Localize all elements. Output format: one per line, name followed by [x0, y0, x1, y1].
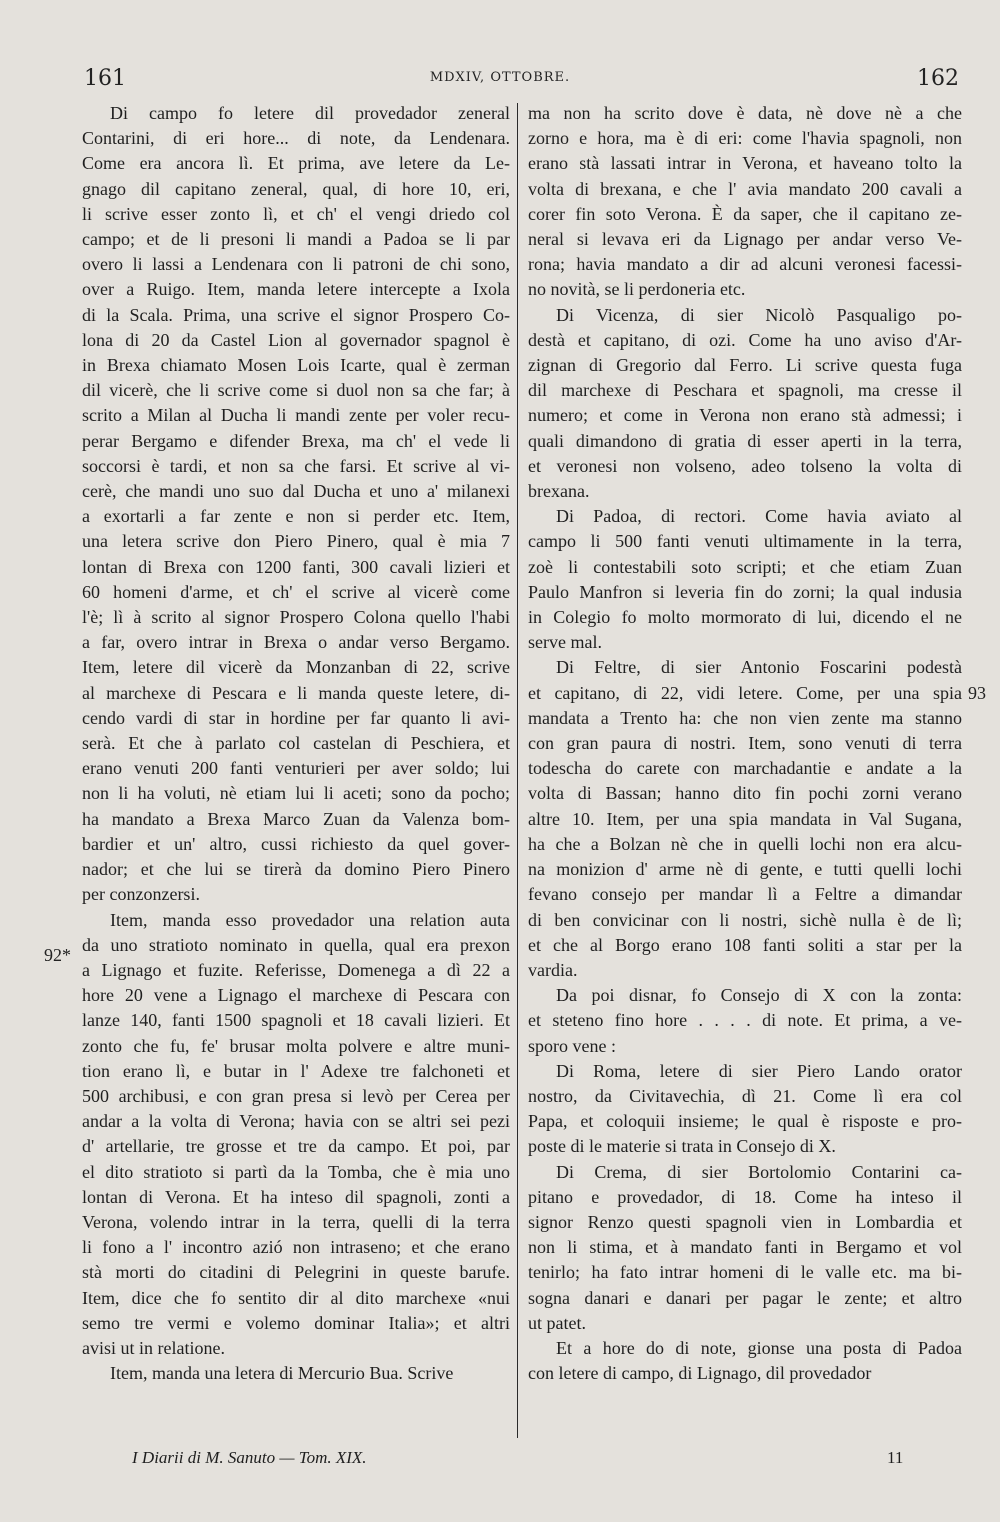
text-line: [528, 202, 962, 227]
text-line: [528, 1311, 962, 1336]
text-line: [82, 529, 510, 554]
text-line: [528, 1109, 962, 1134]
text-line-content: 500 archibusi, e con gran presa si levò per Cerea per: [82, 1085, 510, 1106]
text-line-content: da uno stratioto nominato in quella, qual era prexon: [82, 934, 510, 955]
text-line: [82, 933, 510, 958]
text-line-content: et steteno fino hore . . . . di note. Et prima, a ve-: [528, 1010, 962, 1031]
text-line-content: et che al Borgo erano 108 fanti soliti a star per la: [528, 934, 962, 955]
text-line-content: lontan di Verona. Et ha inteso dil spagnoli, zonti a: [82, 1186, 510, 1207]
text-line: [82, 1034, 510, 1059]
text-line: [528, 882, 962, 907]
text-line-content: volta di brexana, e che l' avia mandato 200 cavali a: [528, 178, 962, 199]
text-line-content: campo; et de li presoni li mandi a Padoa se li par: [82, 229, 510, 250]
footer-signature: 11: [887, 1448, 904, 1467]
text-line-content: dil vicerè, che li scrive come si duol non sa che far; à: [82, 380, 510, 401]
text-line-content: lontan di Brexa con 1200 fanti, 300 cavali lizieri et: [82, 556, 510, 577]
text-line-content: ut patet.: [528, 1312, 586, 1333]
text-line-content: Item, manda esso provedador una relation auta: [110, 909, 510, 930]
text-line-content: no novità, se li perdoneria etc.: [528, 279, 746, 300]
text-line: [528, 529, 962, 554]
text-line: [528, 630, 962, 655]
text-line-content: Verona, volendo intrar in la terra, quelli di la terra: [82, 1211, 510, 1232]
text-line-content: poste di le materie si trata in Consejo di X.: [528, 1136, 836, 1157]
text-line: [82, 882, 510, 907]
text-line-content: d' artellarie, tre grosse et tre da campo. Et poi, par: [82, 1136, 510, 1157]
text-line-content: numero; et come in Verona non erano stà admessi; i: [528, 405, 962, 426]
text-line-content: corer fin soto Verona. È da saper, che il capitano ze-: [528, 203, 962, 224]
text-line: [82, 832, 510, 857]
text-line-content: Di campo fo letere dil provedador zeneral: [110, 103, 510, 123]
text-line-content: 60 homeni d'arme, et ch' el scrive al vicerè come: [82, 581, 510, 602]
text-line-content: quali dimandono di gratia di esser aperti in la terra,: [528, 430, 962, 451]
text-line-content: mandata a Trento ha: che non vien zente ma stanno: [528, 707, 962, 728]
text-line-content: pitano e provedador, di 18. Come ha inteso il: [528, 1186, 962, 1207]
text-line: [528, 958, 962, 983]
text-line: [528, 1210, 962, 1235]
text-line: [82, 958, 510, 983]
text-line-content: a exortarli a far zente e non si perder etc. Item,: [82, 506, 510, 527]
text-line: [82, 429, 510, 454]
text-line: [528, 277, 962, 302]
text-line-content: li scrive esser zonto lì, et ch' el vengi driedo col: [82, 203, 510, 224]
text-line: [528, 252, 962, 277]
text-line: [82, 1109, 510, 1134]
text-line: [528, 983, 962, 1008]
text-line: [82, 1160, 510, 1185]
text-line-content: erano venuti 200 fanti venturieri per aver soldo; lui: [82, 758, 510, 779]
text-line: [82, 101, 510, 126]
text-line-content: todescha do carete con marchadantie e andate a la: [528, 758, 962, 779]
text-line: [528, 328, 962, 353]
text-line: [528, 832, 962, 857]
text-line: [528, 429, 962, 454]
text-line-content: per conzonzersi.: [82, 884, 200, 905]
text-line-content: zonto che fu, fe' brusar molta polvere e altre muni-: [82, 1035, 510, 1056]
text-line-content: nador; et che lui se tirerà da domino Piero Pinero: [82, 859, 510, 880]
text-line-content: lanze 140, fanti 1500 spagnoli et 18 cavali lizieri. Et: [82, 1010, 510, 1031]
text-line-content: a Lignago et fuzite. Referisse, Domenega a dì 22 a: [82, 959, 510, 980]
text-line-content: Item, letere dil vicerè da Monzanban di 22, scrive: [82, 657, 510, 678]
text-line-content: serve mal.: [528, 632, 602, 653]
text-line-content: non li ha voluti, nè etiam lui li aceti; sono da pocho;: [82, 783, 510, 804]
text-line: [528, 731, 962, 756]
text-line: [82, 555, 510, 580]
text-line: [528, 1084, 962, 1109]
text-line: [528, 1034, 962, 1059]
text-line: [528, 1160, 962, 1185]
text-line: [528, 1361, 962, 1386]
text-line-content: stà morti do citadini di Pelegrini in queste barufe.: [82, 1262, 510, 1283]
text-line: [528, 1185, 962, 1210]
text-line: [82, 681, 510, 706]
text-line: [528, 101, 962, 126]
text-line: [82, 1286, 510, 1311]
text-line-content: con letere di campo, di Lignago, dil provedador: [528, 1363, 872, 1384]
text-line-content: na monizion d' arme nè di gente, e tutti quelli lochi: [528, 859, 962, 880]
text-line-content: Da poi disnar, fo Consejo di X con la zonta:: [556, 985, 962, 1006]
text-line-content: campo li 500 fanti venuti ultimamente in la terra,: [528, 531, 962, 552]
text-line-content: tenirlo; ha fato intrar homeni di le valle etc. ma bi-: [528, 1262, 962, 1283]
text-line-content: l'è; lì à scrito al signor Prospero Colona quello l'habi: [82, 607, 510, 628]
text-line: [528, 1286, 962, 1311]
text-line: [82, 1059, 510, 1084]
page-number-right: 162: [917, 66, 959, 91]
text-line-content: overo li lassi a Lendenara con li patroni de chi sono,: [82, 254, 510, 275]
text-line: [528, 781, 962, 806]
text-line: [528, 454, 962, 479]
text-line: [82, 403, 510, 428]
text-line: [82, 1185, 510, 1210]
text-line-content: non li stima, et à mandato fanti in Bergamo et vol: [528, 1237, 962, 1258]
text-line: [528, 126, 962, 151]
text-line-content: neral si levava eri da Lignago per andar verso Ve-: [528, 229, 962, 250]
text-line: [82, 378, 510, 403]
text-line-content: rona; havia mandato a dir ad alcuni veronesi facessi-: [528, 254, 962, 275]
text-line: [82, 983, 510, 1008]
text-line-content: Di Padoa, di rectori. Come havia aviato al: [556, 506, 962, 527]
text-line-content: Papa, et coloquii insieme; le qual è risposte e pro-: [528, 1111, 962, 1132]
page-number-left: 161: [84, 66, 126, 91]
text-line-content: con gran paura di nostri. Item, sono venuti di terra: [528, 733, 962, 754]
text-line: [528, 681, 962, 706]
text-line-content: et capitano, di 22, vidi letere. Come, per una spia: [528, 682, 962, 703]
text-line: [82, 1235, 510, 1260]
text-line: [82, 1311, 510, 1336]
text-line: [528, 504, 962, 529]
text-line-content: sporo vene :: [528, 1035, 616, 1056]
text-line-content: vardia.: [528, 959, 578, 980]
text-line: [528, 303, 962, 328]
text-line-content: el dito stratioto si partì da la Tomba, che è mia uno: [82, 1161, 510, 1182]
text-line: [528, 555, 962, 580]
text-line: [528, 756, 962, 781]
text-line-content: tion erano lì, e butar in l' Adexe tre falchoneti et: [82, 1060, 510, 1081]
text-line-content: soccorsi è tardi, et non sa che farsi. Et scrive al vi-: [82, 455, 510, 476]
text-line: [82, 202, 510, 227]
text-line-content: destà et capitano, di ozi. Come ha uno aviso d'Ar-: [528, 329, 962, 350]
text-line: [82, 1210, 510, 1235]
text-line: [528, 807, 962, 832]
text-line-content: Di Roma, letere di sier Piero Lando orator: [556, 1060, 962, 1081]
text-line: [82, 126, 510, 151]
text-line: [82, 303, 510, 328]
text-line: [82, 252, 510, 277]
text-line-content: volta di Bassan; hanno dito fin pochi zorni verano: [528, 783, 962, 804]
text-line-content: nostro, da Civitavechia, dì 21. Come lì era col: [528, 1085, 962, 1106]
text-line-content: Come era ancora lì. Et prima, ave letere da Le-: [82, 153, 510, 174]
text-line: [82, 1008, 510, 1033]
text-line: [82, 227, 510, 252]
text-line-content: di ben convicinar con li nostri, sichè nulla è de lì;: [528, 909, 962, 930]
footer-citation: I Diarii di M. Sanuto — Tom. XIX.: [132, 1448, 367, 1467]
text-line: [528, 933, 962, 958]
text-line: [82, 454, 510, 479]
left-column: [82, 101, 510, 1436]
text-line-content: fevano consejo per mandar lì a Feltre a dimandar: [528, 884, 962, 905]
text-line: [82, 328, 510, 353]
text-line: [528, 479, 962, 504]
text-line-content: zorno e hora, ma è di eri: come l'havia spagnoli, non: [528, 128, 962, 149]
text-line-content: zoè li contestabili soto scripti; et che etiam Zuan: [528, 556, 962, 577]
text-line: [82, 277, 510, 302]
text-line-content: una letera scrive don Piero Pinero, qual è mia 7: [82, 531, 510, 552]
text-line-content: sogna danari e danari per pagar le zente; et altro: [528, 1287, 962, 1308]
text-line-content: Et a hore do di note, gionse una posta di Padoa: [556, 1337, 962, 1358]
text-line-content: hore 20 vene a Lignago el marchexe di Pescara con: [82, 985, 510, 1006]
text-line: [82, 857, 510, 882]
text-line-content: dil marchexe di Peschara et spagnoli, ma cresse il: [528, 380, 962, 401]
text-line-content: a far, overo intrar in Brexa o andar verso Bergamo.: [82, 632, 510, 653]
text-line-content: brexana.: [528, 481, 590, 502]
text-line: [82, 908, 510, 933]
margin-number-left: 92*: [44, 945, 71, 965]
text-line: [528, 857, 962, 882]
text-line: [528, 908, 962, 933]
text-line-content: in Brexa chiamato Mosen Lois Icarte, qual è zerman: [82, 355, 510, 376]
text-line: [528, 378, 962, 403]
text-line-content: ha che a Bolzan nè che in quelli lochi non era alcu-: [528, 833, 962, 854]
text-line-content: al marchexe di Pescara e li manda queste letere, di-: [82, 682, 510, 703]
text-line-content: semo tre vermi e volemo dominar Italia»; et altri: [82, 1312, 510, 1333]
text-line-content: in Colegio fo molto mormorato di lui, dicendo el ne: [528, 607, 962, 628]
text-line: [528, 177, 962, 202]
text-line-content: ha mandato a Brexa Marco Zuan da Valenza bom-: [82, 808, 510, 829]
text-line: [528, 227, 962, 252]
text-line-content: bardier et un' altro, cussi richiesto da quel gover-: [82, 833, 510, 854]
text-line: [82, 504, 510, 529]
text-line-content: signor Renzo questi spagnoli vien in Lombardia et: [528, 1211, 962, 1232]
text-line: [528, 1134, 962, 1159]
text-line-content: cendo vardi di star in hordine per far quanto li avi-: [82, 707, 510, 728]
text-line: [82, 706, 510, 731]
text-line: [82, 807, 510, 832]
text-line-content: di la Scala. Prima, una scrive el signor Prospero Co-: [82, 304, 510, 325]
text-line-content: andar a la volta di Verona; havia con se altri sei pezi: [82, 1111, 510, 1132]
text-line-content: serà. Et che à parlato col castelan di Peschiera, et: [82, 733, 510, 754]
text-line-content: Di Crema, di sier Bortolomio Contarini ca-: [556, 1161, 962, 1182]
text-line: [528, 706, 962, 731]
text-line-content: perar Bergamo e difender Brexa, ma ch' el vede li: [82, 430, 510, 451]
text-line: [82, 756, 510, 781]
text-line: [528, 353, 962, 378]
text-line-content: cerè, che mandi uno suo dal Ducha et uno a' milanexi: [82, 481, 510, 502]
text-line: [82, 479, 510, 504]
text-line: [528, 655, 962, 680]
text-line: [82, 1260, 510, 1285]
text-line: [528, 1008, 962, 1033]
text-line: [82, 1084, 510, 1109]
column-divider: [517, 103, 518, 1438]
text-line: [528, 1260, 962, 1285]
text-line: [528, 1059, 962, 1084]
text-line-content: avisi ut in relatione.: [82, 1337, 225, 1358]
text-line: [82, 781, 510, 806]
text-line-content: scrito a Milan al Ducha li mandi zente per voler recu-: [82, 405, 510, 426]
text-line-content: zignan di Gregorio dal Ferro. Li scrive questa fuga: [528, 355, 962, 376]
text-line: [82, 605, 510, 630]
text-line-content: Di Vicenza, di sier Nicolò Pasqualigo po-: [556, 304, 962, 325]
text-line: [82, 1336, 510, 1361]
text-line: [528, 1336, 962, 1361]
text-line-content: erano stà lassati intrar in Verona, et haveano tolto la: [528, 153, 962, 174]
text-line: [528, 1235, 962, 1260]
text-line-content: Item, manda una letera di Mercurio Bua. Scrive: [110, 1363, 454, 1384]
text-line-content: lona di 20 da Castel Lion al governador spagnol è: [82, 329, 510, 350]
text-line: [82, 353, 510, 378]
text-line: [82, 731, 510, 756]
text-line: [82, 151, 510, 176]
text-line-content: over a Ruigo. Item, manda letere intercepte a Ixola: [82, 279, 510, 300]
text-line: [528, 151, 962, 176]
text-line-content: Di Feltre, di sier Antonio Foscarini podestà: [556, 657, 962, 678]
text-line-content: et veronesi non volseno, adeo tolseno la volta di: [528, 455, 962, 476]
text-line: [528, 605, 962, 630]
text-line: [82, 655, 510, 680]
text-line-content: ma non ha scrito dove è data, nè dove nè a che: [528, 103, 962, 123]
text-line-content: altre 10. Item, per una spia mandata in Val Sugana,: [528, 808, 962, 829]
text-line: [82, 1361, 510, 1386]
text-line-content: Item, dice che fo sentito dir al dito marchexe «nui: [82, 1287, 510, 1308]
text-line: [82, 580, 510, 605]
text-line-content: Paulo Manfron si leveria fin do zorni; la qual indusia: [528, 581, 962, 602]
text-line-content: gnago dil capitano zeneral, qual, di hore 10, eri,: [82, 178, 510, 199]
text-line-content: li fono a l' incontro azió non intraseno; et che erano: [82, 1237, 510, 1258]
margin-number-right: 93: [968, 683, 986, 703]
text-line: [528, 580, 962, 605]
running-header: MDXIV, OTTOBRE.: [429, 70, 571, 85]
text-line: [528, 403, 962, 428]
text-line: [82, 630, 510, 655]
text-line-content: Contarini, di eri hore... di note, da Lendenara.: [82, 128, 510, 149]
right-column: [528, 101, 962, 1436]
text-line: [82, 1134, 510, 1159]
text-line: [82, 177, 510, 202]
